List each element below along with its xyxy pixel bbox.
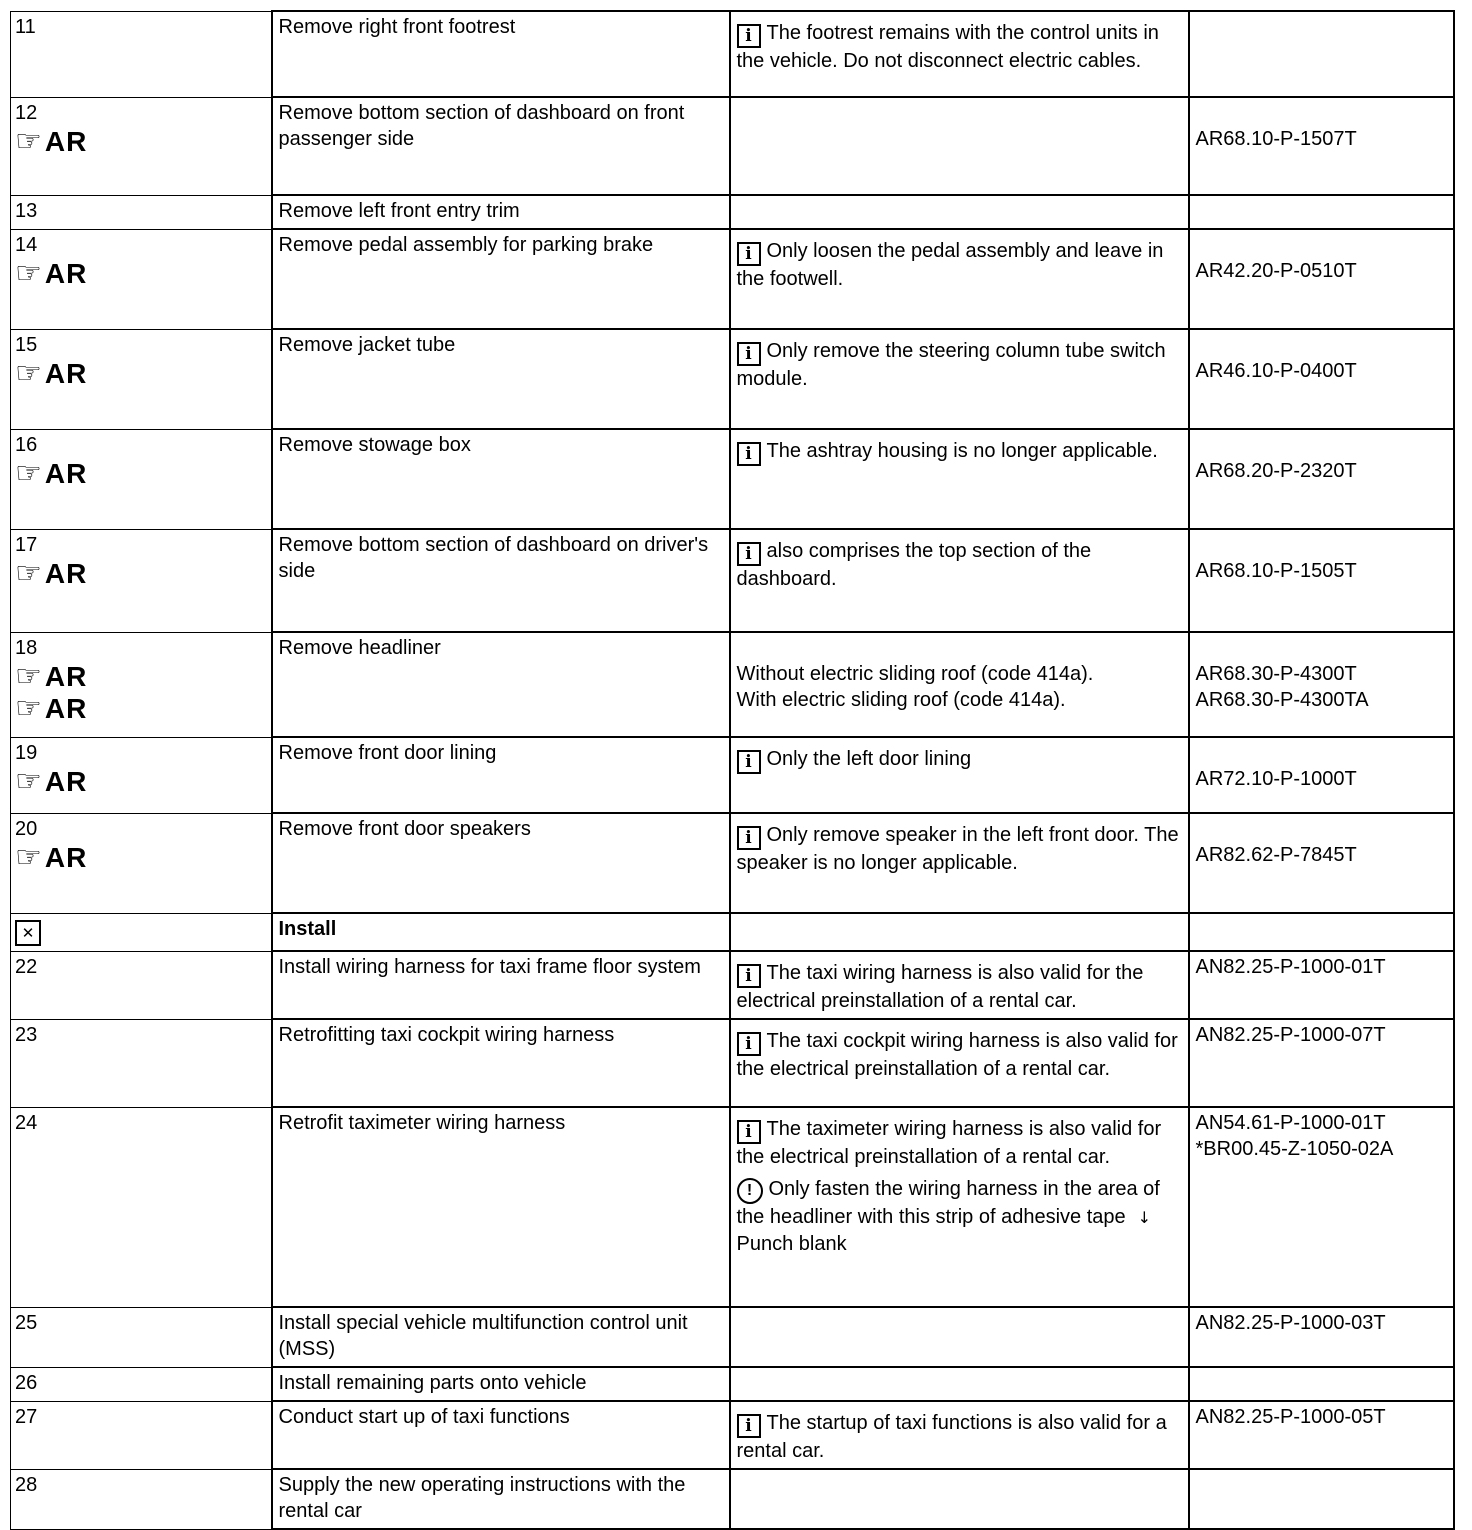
step-cell-content (11, 1308, 271, 1340)
spacer (1196, 432, 1449, 458)
action-cell-content (273, 633, 729, 665)
notes-cell (730, 1469, 1189, 1529)
action-cell (272, 97, 730, 195)
action-cell-content (273, 1368, 729, 1400)
reference-cell-content (1190, 530, 1453, 588)
action-cell (272, 913, 730, 951)
action-cell (272, 737, 730, 813)
notes-cell-content (731, 1308, 1188, 1314)
reference-cell (1189, 11, 1454, 97)
ar-reference-icon (15, 355, 267, 391)
notes-cell (730, 11, 1189, 97)
table-row (11, 1019, 1454, 1107)
notes-cell (730, 97, 1189, 195)
action-cell (272, 951, 730, 1019)
action-cell-content (273, 914, 729, 946)
notes-cell (730, 529, 1189, 632)
action-text: Install remaining parts onto vehicle (278, 1372, 587, 1394)
step-cell-content (11, 1108, 271, 1140)
reference-cell-content (1190, 1402, 1453, 1434)
step-number: 23 (15, 1023, 38, 1046)
reference-cell-content (1190, 1020, 1453, 1052)
note-text: Only fasten the wiring harness in the area of the headliner with this strip of adhesive tape (736, 1178, 1160, 1228)
action-cell (272, 1107, 730, 1307)
ar-label: AR (44, 765, 88, 797)
step-cell (11, 813, 272, 913)
reference-link[interactable]: AN82.25-P-1000-03T (1195, 1312, 1386, 1334)
reference-cell (1189, 632, 1454, 737)
notes-cell-content (731, 430, 1188, 470)
step-number: 13 (15, 199, 38, 222)
info-icon: i (737, 542, 761, 566)
reference-link[interactable]: AR68.20-P-2320T (1195, 460, 1357, 482)
action-text: Install (278, 918, 337, 940)
notes-cell (730, 1019, 1189, 1107)
step-cell-content (11, 952, 271, 984)
ar-reference-icon (15, 255, 267, 291)
step-number: 12 (15, 101, 38, 124)
spacer (1196, 100, 1449, 126)
reference-cell (1189, 1401, 1454, 1469)
ar-reference-icon (15, 839, 267, 875)
action-cell-content (273, 738, 729, 770)
note-text: The ashtray housing is no longer applicable. (766, 440, 1158, 462)
action-cell-content (273, 1108, 729, 1140)
action-text: Remove bottom section of dashboard on front passenger side (278, 102, 685, 150)
note (737, 822, 1184, 876)
notes-cell (730, 229, 1189, 329)
notes-cell-content (731, 1108, 1188, 1261)
info-icon: i (737, 1032, 761, 1056)
reference-link[interactable]: AR68.30-P-4300TA (1195, 689, 1369, 711)
note-text: Without electric sliding roof (code 414a). (736, 663, 1094, 685)
reference-link[interactable]: *BR00.45-Z-1050-02A (1195, 1138, 1394, 1160)
reference-cell-content (1190, 814, 1453, 872)
ar-reference-icon (15, 763, 267, 799)
notes-cell-content (731, 196, 1188, 202)
action-text: Install wiring harness for taxi frame floor system (278, 956, 701, 978)
info-icon: i (737, 964, 761, 988)
step-cell (11, 329, 272, 429)
action-cell-content (273, 1308, 729, 1366)
spacer (1196, 740, 1449, 766)
action-cell-content (273, 98, 729, 156)
reference-cell-content (1190, 914, 1453, 920)
note (737, 238, 1184, 292)
notes-cell-content (731, 914, 1188, 920)
action-text: Remove front door lining (278, 742, 497, 764)
step-cell (11, 195, 272, 229)
ar-reference-icon (15, 555, 267, 591)
notes-cell-content (731, 1368, 1188, 1374)
step-cell-content (11, 1020, 271, 1052)
table-row (11, 529, 1454, 632)
action-cell (272, 813, 730, 913)
step-cell-content (11, 530, 271, 594)
pointing-hand-icon: ☞ (15, 555, 43, 591)
reference-cell-content (1190, 12, 1453, 18)
action-cell (272, 529, 730, 632)
step-cell (11, 632, 272, 737)
action-text: Remove jacket tube (278, 334, 456, 356)
step-number: 27 (15, 1405, 38, 1428)
table-row (11, 11, 1454, 97)
note (737, 635, 1184, 661)
step-cell (11, 1401, 272, 1469)
notes-cell-content (731, 12, 1188, 78)
notes-cell (730, 429, 1189, 529)
spacer (1196, 635, 1449, 661)
step-cell (11, 97, 272, 195)
step-cell-content (11, 1368, 271, 1400)
reference-cell-content (1190, 330, 1453, 388)
reference-cell-content (1190, 430, 1453, 488)
reference-link[interactable]: AR68.30-P-4300T (1195, 663, 1357, 685)
reference-cell (1189, 737, 1454, 813)
step-number: 11 (15, 15, 36, 38)
reference-link[interactable]: AN82.25-P-1000-07T (1195, 1024, 1386, 1046)
action-text: Retrofit taximeter wiring harness (278, 1112, 566, 1134)
action-text: Supply the new operating instructions with the rental car (278, 1474, 686, 1522)
reference-link[interactable]: AR68.10-P-1507T (1195, 128, 1357, 150)
step-cell (11, 951, 272, 1019)
action-text: Retrofitting taxi cockpit wiring harness (278, 1024, 615, 1046)
notes-cell (730, 913, 1189, 951)
note-text: The startup of taxi functions is also valid for a rental car. (736, 1412, 1167, 1462)
spacer (1196, 232, 1449, 258)
step-number: 25 (15, 1311, 38, 1334)
pointing-hand-icon: ☞ (15, 455, 43, 491)
step-number: 20 (15, 817, 38, 840)
notes-cell-content (731, 530, 1188, 596)
notes-cell-content (731, 330, 1188, 396)
reference-cell (1189, 913, 1454, 951)
step-number: 24 (15, 1111, 38, 1134)
reference-cell-content (1190, 738, 1453, 796)
step-cell (11, 529, 272, 632)
reference-cell (1189, 1107, 1454, 1307)
action-cell-content (273, 1020, 729, 1052)
reference-cell (1189, 1469, 1454, 1529)
step-number: 17 (15, 533, 38, 556)
reference-cell (1189, 97, 1454, 195)
action-text: Install special vehicle multifunction control unit (MSS) (278, 1312, 688, 1360)
note-text: With electric sliding roof (code 414a). (736, 689, 1066, 711)
action-cell-content (273, 1470, 729, 1528)
action-text: Remove front door speakers (278, 818, 531, 840)
step-number: 14 (15, 233, 38, 256)
table-row (11, 813, 1454, 913)
spacer (1196, 532, 1449, 558)
reference-link[interactable]: AN54.61-P-1000-01T (1195, 1112, 1386, 1134)
action-cell-content (273, 814, 729, 846)
step-cell (11, 1469, 272, 1529)
reference-cell (1189, 951, 1454, 1019)
note-text: also comprises the top section of the dashboard. (736, 540, 1092, 590)
reference-cell-content (1190, 196, 1453, 202)
ar-label: AR (44, 692, 88, 724)
ar-reference-icon (15, 658, 267, 694)
reference-cell (1189, 1367, 1454, 1401)
reference-cell (1189, 529, 1454, 632)
notes-cell-content (731, 814, 1188, 880)
reference-link[interactable]: AR46.10-P-0400T (1195, 360, 1357, 382)
reference-link[interactable]: AR42.20-P-0510T (1195, 260, 1357, 282)
action-cell-content (273, 1402, 729, 1434)
ar-label: AR (44, 357, 88, 389)
table-row (11, 329, 1454, 429)
note-text: The taximeter wiring harness is also valid for the electrical preinstallation of a rental car. (736, 1118, 1162, 1168)
step-cell-content (11, 196, 271, 228)
table-row (11, 632, 1454, 737)
ar-label: AR (44, 457, 88, 489)
note (737, 1410, 1184, 1464)
note-text: Punch blank (736, 1233, 847, 1255)
action-cell (272, 195, 730, 229)
reference-cell (1189, 1019, 1454, 1107)
down-arrow-icon: ↓ (1137, 1208, 1152, 1227)
notes-cell (730, 195, 1189, 229)
procedure-table (10, 10, 1455, 1530)
reference-cell-content (1190, 98, 1453, 156)
table-row (11, 1307, 1454, 1367)
action-cell (272, 632, 730, 737)
notes-cell-content (731, 633, 1188, 717)
info-icon: i (737, 342, 761, 366)
reference-cell (1189, 1307, 1454, 1367)
pointing-hand-icon: ☞ (15, 123, 43, 159)
table-row (11, 951, 1454, 1019)
notes-cell-content (731, 952, 1188, 1018)
note (737, 538, 1184, 592)
note-text: The taxi wiring harness is also valid for the electrical preinstallation of a rental car. (736, 962, 1144, 1012)
note-text: Only remove speaker in the left front door. The speaker is no longer applicable. (736, 824, 1179, 874)
action-cell (272, 11, 730, 97)
spacer (1196, 332, 1449, 358)
step-cell-content (11, 330, 271, 394)
info-icon: i (737, 24, 761, 48)
table-row (11, 1401, 1454, 1469)
note (737, 687, 1184, 713)
note (737, 438, 1184, 466)
notes-cell (730, 632, 1189, 737)
table-row (11, 737, 1454, 813)
action-cell (272, 329, 730, 429)
step-cell-content (11, 12, 271, 44)
step-cell-content (11, 633, 271, 729)
action-cell-content (273, 196, 729, 228)
ar-label: AR (44, 660, 88, 692)
reference-link[interactable]: AN82.25-P-1000-01T (1195, 956, 1386, 978)
reference-cell-content (1190, 1368, 1453, 1374)
reference-cell (1189, 229, 1454, 329)
notes-cell-content (731, 1402, 1188, 1468)
notes-cell-content (731, 98, 1188, 104)
reference-cell (1189, 813, 1454, 913)
pointing-hand-icon: ☞ (15, 839, 43, 875)
step-number: 15 (15, 333, 38, 356)
step-cell-content (11, 914, 271, 950)
note (737, 1231, 1184, 1257)
reference-link[interactable]: AN82.25-P-1000-05T (1195, 1406, 1386, 1428)
notes-cell (730, 1307, 1189, 1367)
step-cell-content (11, 1402, 271, 1434)
reference-link[interactable]: AR82.62-P-7845T (1195, 844, 1357, 866)
info-icon: i (737, 442, 761, 466)
notes-cell-content (731, 230, 1188, 296)
note-text: The footrest remains with the control units in the vehicle. Do not disconnect electric cables. (736, 22, 1159, 72)
step-cell (11, 913, 272, 951)
install-icon: ✕ (15, 920, 41, 946)
notes-cell (730, 329, 1189, 429)
ar-reference-icon (15, 123, 267, 159)
notes-cell-content (731, 738, 1188, 778)
table-row (11, 229, 1454, 329)
step-cell-content (11, 98, 271, 162)
note (737, 1116, 1184, 1170)
step-cell (11, 429, 272, 529)
action-cell-content (273, 530, 729, 588)
reference-cell-content (1190, 230, 1453, 288)
ar-label: AR (44, 257, 88, 289)
info-icon: i (737, 826, 761, 850)
warning-icon: ! (737, 1178, 763, 1204)
action-cell (272, 1401, 730, 1469)
ar-label: AR (44, 125, 88, 157)
pointing-hand-icon: ☞ (15, 690, 43, 726)
action-text: Remove pedal assembly for parking brake (278, 234, 654, 256)
pointing-hand-icon: ☞ (15, 255, 43, 291)
notes-cell (730, 1401, 1189, 1469)
note (737, 20, 1184, 74)
reference-cell-content (1190, 1308, 1453, 1340)
action-cell-content (273, 230, 729, 262)
pointing-hand-icon: ☞ (15, 658, 43, 694)
note-text: Only remove the steering column tube switch module. (736, 340, 1166, 390)
step-cell (11, 1019, 272, 1107)
table-row (11, 97, 1454, 195)
note (737, 746, 1184, 774)
reference-link[interactable]: AR68.10-P-1505T (1195, 560, 1357, 582)
notes-cell (730, 813, 1189, 913)
note (737, 338, 1184, 392)
reference-cell-content (1190, 1470, 1453, 1476)
reference-cell-content (1190, 633, 1453, 717)
ar-reference-icon (15, 455, 267, 491)
action-cell (272, 1019, 730, 1107)
step-cell-content (11, 814, 271, 878)
info-icon: i (737, 1120, 761, 1144)
notes-cell (730, 737, 1189, 813)
step-cell (11, 1107, 272, 1307)
step-cell-content (11, 738, 271, 802)
action-text: Remove stowage box (278, 434, 471, 456)
note-text: Only loosen the pedal assembly and leave in the footwell. (736, 240, 1164, 290)
table-row (11, 1107, 1454, 1307)
step-number: 22 (15, 955, 38, 978)
action-cell (272, 429, 730, 529)
action-text: Remove headliner (278, 637, 441, 659)
action-text: Remove left front entry trim (278, 200, 520, 222)
step-cell-content (11, 430, 271, 494)
pointing-hand-icon: ☞ (15, 355, 43, 391)
action-cell-content (273, 952, 729, 984)
action-text: Remove right front footrest (278, 16, 516, 38)
action-text: Conduct start up of taxi functions (278, 1406, 570, 1428)
table-row (11, 195, 1454, 229)
step-cell (11, 1367, 272, 1401)
reference-cell (1189, 429, 1454, 529)
info-icon: i (737, 242, 761, 266)
action-cell-content (273, 12, 729, 44)
note (737, 960, 1184, 1014)
reference-cell-content (1190, 1108, 1453, 1166)
action-cell (272, 1307, 730, 1367)
step-cell-content (11, 1470, 271, 1502)
reference-link[interactable]: AR72.10-P-1000T (1195, 768, 1357, 790)
step-cell-content (11, 230, 271, 294)
spacer (1196, 816, 1449, 842)
action-cell (272, 1469, 730, 1529)
ar-label: AR (44, 557, 88, 589)
action-text: Remove bottom section of dashboard on driver's side (278, 534, 709, 582)
reference-cell-content (1190, 952, 1453, 984)
ar-label: AR (44, 841, 88, 873)
info-icon: i (737, 750, 761, 774)
action-cell (272, 229, 730, 329)
action-cell-content (273, 330, 729, 362)
step-number: 18 (15, 636, 38, 659)
note-text: The taxi cockpit wiring harness is also valid for the electrical preinstallation of a rental car. (736, 1030, 1178, 1080)
note (737, 1176, 1184, 1231)
step-number: 28 (15, 1473, 38, 1496)
ar-reference-icon (15, 690, 267, 726)
step-cell (11, 1307, 272, 1367)
note-text: Only the left door lining (766, 748, 972, 770)
reference-cell (1189, 195, 1454, 229)
table-row (11, 1469, 1454, 1529)
step-cell (11, 229, 272, 329)
table-row (11, 429, 1454, 529)
table-row (11, 913, 1454, 951)
notes-cell-content (731, 1470, 1188, 1476)
note (737, 661, 1184, 687)
pointing-hand-icon: ☞ (15, 763, 43, 799)
table-row (11, 1367, 1454, 1401)
notes-cell (730, 1107, 1189, 1307)
action-cell (272, 1367, 730, 1401)
notes-cell (730, 1367, 1189, 1401)
info-icon: i (737, 1414, 761, 1438)
reference-cell (1189, 329, 1454, 429)
step-number: 19 (15, 741, 38, 764)
action-cell-content (273, 430, 729, 462)
note (737, 1028, 1184, 1082)
notes-cell-content (731, 1020, 1188, 1086)
step-cell (11, 737, 272, 813)
step-number: 26 (15, 1371, 38, 1394)
step-cell (11, 11, 272, 97)
step-number: 16 (15, 433, 38, 456)
notes-cell (730, 951, 1189, 1019)
